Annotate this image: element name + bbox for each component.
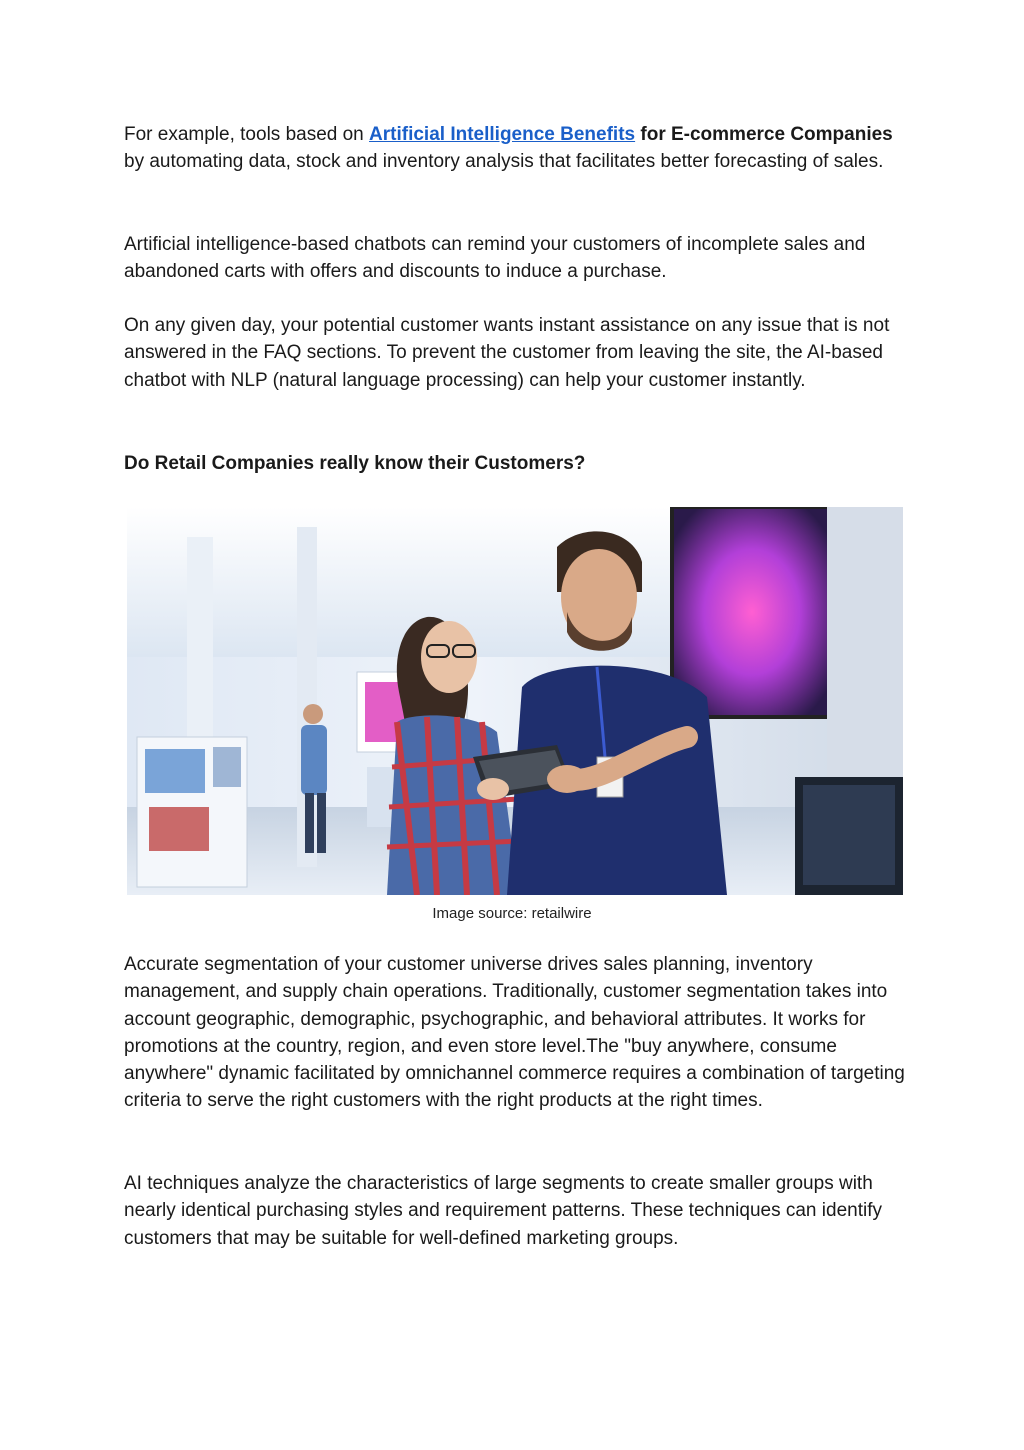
- image-caption: Image source: retailwire: [432, 905, 592, 922]
- section-heading: Do Retail Companies really know their Customers?: [124, 453, 586, 474]
- paragraph-assistance: On any given day, your potential customer wants instant assistance on any issue that is not answered in the FAQ sections. To prevent the customer from leaving the site, the AI-based chatbot with NLP (natural language processing) can help your customer instantly.: [124, 315, 890, 391]
- paragraph-intro: [124, 121, 914, 176]
- paragraph-chatbots: Artificial intelligence-based chatbots can remind your customers of incomplete sales and abandoned carts with offers and discounts to induce a purchase.: [124, 234, 866, 283]
- artificial-intelligence-benefits-link[interactable]: Artificial Intelligence Benefits: [369, 124, 636, 145]
- paragraph-intro-lead: For example, tools based on: [124, 124, 370, 145]
- retail-store-photo: [127, 507, 903, 895]
- paragraph-ai-techniques: AI techniques analyze the characteristics of large segments to create smaller groups with nearly identical purchasing styles and requirement patterns. These techniques can identify customers that may be suitable for well-defined marketing groups.: [124, 1173, 882, 1249]
- paragraph-intro-bold: for E-commerce Companies: [635, 124, 893, 145]
- paragraph-intro-rest: by automating data, stock and inventory analysis that facilitates better forecasting of sales.: [124, 151, 884, 173]
- paragraph-segmentation: Accurate segmentation of your customer universe drives sales planning, inventory management, and supply chain operations. Traditionally, customer segmentation takes into account geographic, demographic, psychographic, and behavioral attributes. It works for promotions at the country, region, and even store level.The "buy anywhere, consume anywhere" dynamic facilitated by omnichannel commerce requires a combination of targeting criteria to serve the right customers with the right products at the right times.: [124, 954, 905, 1112]
